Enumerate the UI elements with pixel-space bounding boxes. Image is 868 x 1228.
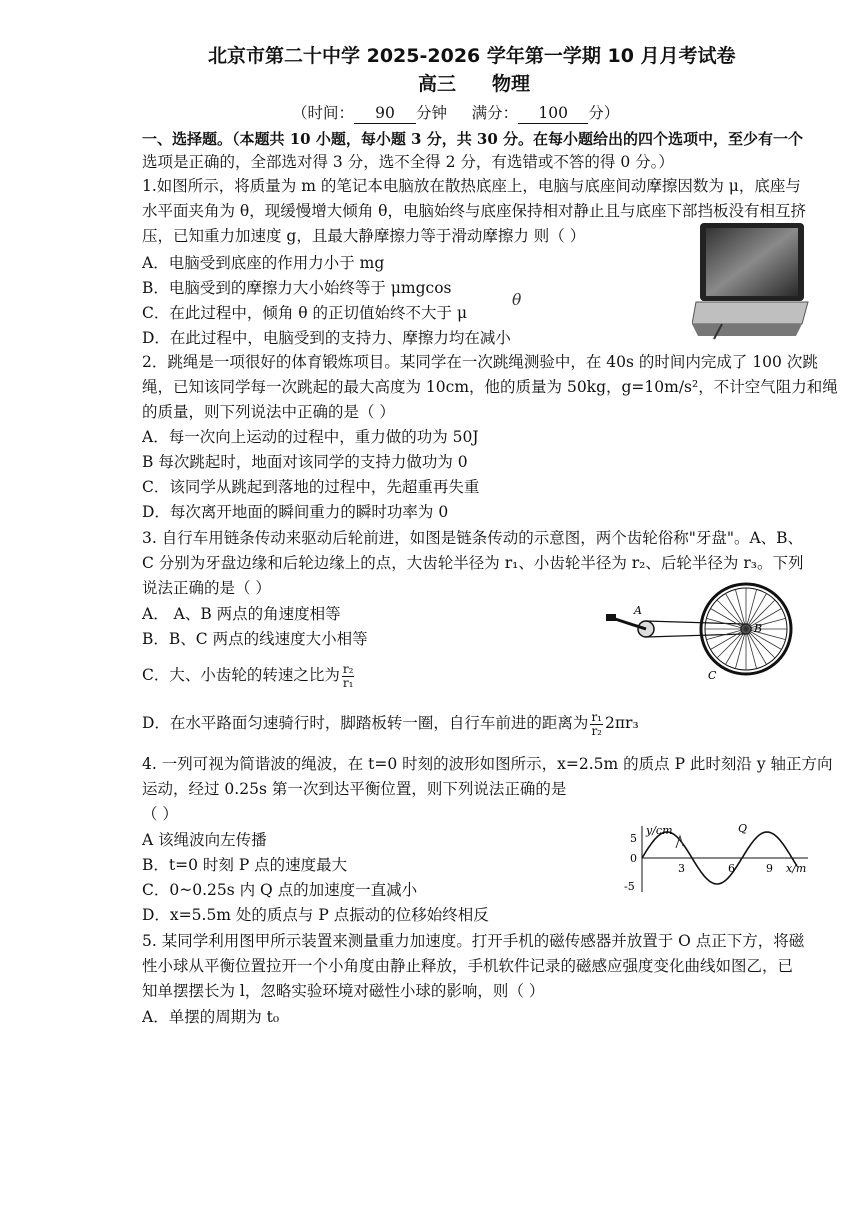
q3-option-d-text: D．在水平路面匀速骑行时，脚踏板转一圈，自行车前进的距离为 — [142, 714, 589, 732]
wave-x-tick-9: 9 — [766, 862, 773, 875]
q2-option-d: D．每次离开地面的瞬间重力的瞬时功率为 0 — [142, 503, 449, 521]
wheel-spokes — [705, 588, 787, 670]
q1-option-b: B．电脑受到的摩擦力大小始终等于 μmgcos — [142, 279, 452, 297]
q3-c-numerator: r₂ — [342, 661, 354, 676]
time-value: 90 — [354, 103, 416, 124]
q5-stem-line1: 5. 某同学利用图甲所示装置来测量重力加速度。打开手机的磁传感器并放置于 O 点正下方，将磁 — [142, 932, 805, 950]
wave-y-tick-neg5: -5 — [624, 880, 635, 893]
q2-option-c: C．该同学从跳起到落地的过程中，先超重再失重 — [142, 478, 480, 496]
section-heading-line1: 一、选择题。（本题共 10 小题，每小题 3 分，共 30 分。在每小题给出的四个选项中，至少有一个 — [142, 130, 804, 148]
score-label: 满分： — [471, 104, 519, 122]
wave-point-q-label: Q — [738, 822, 748, 835]
score-value: 100 — [518, 103, 588, 124]
wave-figure — [620, 822, 816, 894]
chain-top — [646, 621, 744, 624]
exam-info — [292, 103, 619, 124]
exam-title: 北京市第二十中学 2025-2026 学年第一学期 10 月月考试卷 — [208, 45, 736, 67]
time-label: （时间： — [292, 104, 355, 122]
q2-stem-line2: 绳，已知该同学每一次跳起的最大高度为 10cm，他的质量为 50kg，g=10m/s²，不计空气阻力和绳 — [142, 378, 838, 396]
wave-x-tick-6: 6 — [728, 862, 735, 875]
wave-y-tick-5: 5 — [630, 832, 637, 845]
pedal — [606, 614, 616, 621]
q3-stem-line2: C 分别为牙盘边缘和后轮边缘上的点，大齿轮半径为 r₁、小齿轮半径为 r₂、后轮半径为 r₃。下列 — [142, 554, 804, 572]
q3-option-b: B．B、C 两点的线速度大小相等 — [142, 630, 368, 648]
subject-label: 物理 — [492, 73, 531, 95]
laptop-figure — [692, 218, 814, 340]
wheel-spoke — [746, 629, 786, 640]
score-unit: 分） — [588, 104, 620, 122]
q4-option-c: C．0~0.25s 内 Q 点的加速度一直减小 — [142, 881, 418, 899]
q1-stem-line1: 1.如图所示，将质量为 m 的笔记本电脑放在散热底座上，电脑与底座间动摩擦因数为 μ，底座与 — [142, 177, 801, 195]
q2-option-b: B 每次跳起时，地面对该同学的支持力做功为 0 — [142, 453, 468, 471]
point-a-label: A — [634, 604, 642, 617]
point-c-label: C — [708, 669, 717, 682]
q3-stem-line1: 3. 自行车用链条传动来驱动后轮前进，如图是链条传动的示意图，两个齿轮俗称"牙盘"。A、B、 — [142, 529, 804, 547]
q3-option-c-fraction — [342, 663, 355, 690]
q5-stem-line3: 知单摆摆长为 l，忽略实验环境对磁性小球的影响，则（ ） — [142, 982, 545, 1000]
q4-stem-line1: 4. 一列可视为简谐波的绳波，在 t=0 时刻的波形如图所示，x=2.5m 的质点 P 此时刻沿 y 轴正方向 — [142, 755, 833, 773]
q3-option-c-text: C．大、小齿轮的转速之比为 — [142, 666, 340, 684]
q1-handwriting-mark: θ — [512, 291, 522, 309]
wave-x-tick-3: 3 — [678, 862, 685, 875]
wheel-spoke — [746, 618, 786, 629]
q2-stem-line3: 的质量，则下列说法中正确的是（ ） — [142, 403, 395, 421]
cooling-stand — [692, 324, 802, 336]
q3-c-denominator: r₁ — [342, 675, 354, 690]
q1-option-d: D．在此过程中，电脑受到的支持力、摩擦力均在减小 — [142, 329, 511, 347]
q3-d-denominator: r₂ — [591, 723, 602, 738]
q4-stem-line3: （ ） — [142, 805, 178, 823]
wheel-spoke — [735, 629, 746, 669]
bicycle-chain-figure — [604, 580, 814, 682]
q5-stem-line2: 性小球从平衡位置拉开一个小角度由静止释放，手机软件记录的磁感应强度变化曲线如图乙，已 — [142, 957, 794, 975]
grade-label: 高三 — [418, 73, 457, 95]
time-unit: 分钟 — [416, 104, 448, 122]
laptop-keyboard — [692, 302, 808, 324]
q1-option-c: C．在此过程中，倾角 θ 的正切值始终不大于 μ — [142, 304, 468, 322]
q2-stem-line1: 2．跳绳是一项很好的体育锻炼项目。某同学在一次跳绳测验中，在 40s 的时间内完成了 100 次跳 — [142, 353, 818, 371]
q1-stem-line2: 水平面夹角为 θ，现缓慢增大倾角 θ，电脑始终与底座保持相对静止且与底座下部挡板没有相互挤 — [142, 202, 807, 220]
q4-stem-line2: 运动，经过 0.25s 第一次到达平衡位置，则下列说法正确的是 — [142, 780, 567, 798]
q2-option-a: A．每一次向上运动的过程中，重力做的功为 50J — [142, 428, 479, 446]
q4-option-b: B．t=0 时刻 P 点的速度最大 — [142, 856, 348, 874]
q3-option-a: A． A、B 两点的角速度相等 — [142, 605, 341, 623]
wave-y-label: y/cm — [646, 824, 673, 837]
q3-d-numerator: r₁ — [591, 709, 602, 724]
q3-stem-line3: 说法正确的是（ ） — [142, 579, 271, 597]
q3-option-d-suffix: 2πr₃ — [604, 714, 639, 732]
wave-x-label: x/m — [786, 862, 807, 875]
wheel-spoke — [735, 589, 746, 629]
chain-bottom — [646, 634, 744, 637]
laptop-screen — [706, 228, 798, 296]
section-heading-line2: 选项是正确的，全部选对得 3 分，选不全得 2 分，有选错或不答的得 0 分。） — [142, 153, 674, 171]
q1-option-a: A．电脑受到底座的作用力小于 mg — [142, 254, 385, 272]
wave-y-tick-0: 0 — [630, 852, 637, 865]
q4-option-a: A 该绳波向左传播 — [142, 831, 267, 849]
q5-option-a: A．单摆的周期为 t₀ — [142, 1008, 280, 1026]
q1-stem-line3: 压，已知重力加速度 g，且最大静摩擦力等于滑动摩擦力 则（ ） — [142, 227, 586, 245]
q4-option-d: D．x=5.5m 处的质点与 P 点振动的位移始终相反 — [142, 906, 489, 924]
q3-option-d-fraction — [590, 711, 603, 738]
q3-option-c — [142, 660, 356, 690]
point-b-label: B — [754, 622, 763, 635]
q3-option-d — [142, 708, 639, 738]
